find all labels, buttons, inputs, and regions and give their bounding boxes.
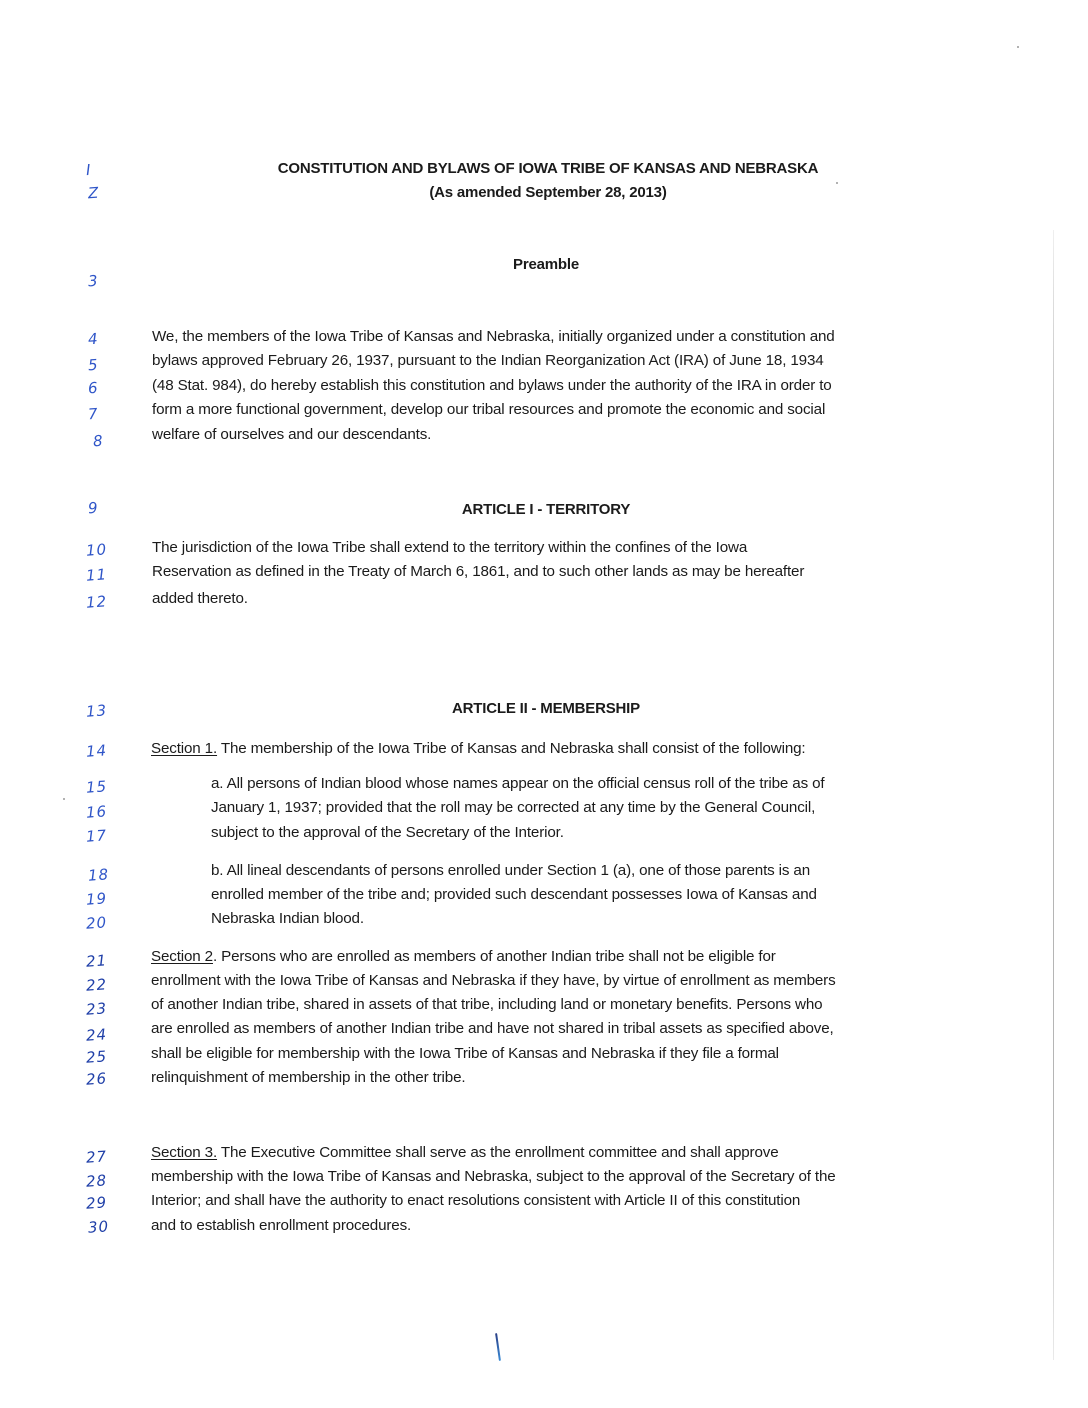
section-1-text: The membership of the Iowa Tribe of Kansas and Nebraska shall consist of the following: xyxy=(217,740,806,757)
preamble-line: We, the members of the Iowa Tribe of Kansas and Nebraska, initially organized under a constitution and xyxy=(152,328,835,345)
preamble-line: form a more functional government, develop our tribal resources and promote the economic and social xyxy=(152,401,826,418)
section-2-line: enrollment with the Iowa Tribe of Kansas and Nebraska if they have, by virtue of enrollment as members xyxy=(151,972,836,989)
margin-line-number: I xyxy=(85,160,93,180)
section-3-line xyxy=(151,1144,779,1161)
section-2-line xyxy=(151,948,776,965)
section-2-line: of another Indian tribe, shared in assets of that tribe, including land or monetary benefits. Persons who xyxy=(151,996,823,1013)
margin-line-number: 19 xyxy=(85,889,108,909)
preamble-line: bylaws approved February 26, 1937, pursuant to the Indian Reorganization Act (IRA) of June 18, 1934 xyxy=(152,352,824,369)
margin-line-number: 26 xyxy=(85,1069,108,1089)
section-3-line: membership with the Iowa Tribe of Kansas and Nebraska, subject to the approval of the Secretary of the xyxy=(151,1168,836,1185)
margin-line-number: 25 xyxy=(85,1047,108,1067)
section-2-line: shall be eligible for membership with the Iowa Tribe of Kansas and Nebraska if they file a formal xyxy=(151,1045,779,1062)
margin-line-number: 7 xyxy=(87,404,100,424)
item-b-line: b. All lineal descendants of persons enrolled under Section 1 (a), one of those parents is an xyxy=(211,862,811,879)
scan-speck xyxy=(63,798,65,800)
margin-line-number: 29 xyxy=(85,1193,108,1213)
margin-line-number: 22 xyxy=(85,975,108,995)
margin-line-number: 28 xyxy=(85,1171,108,1191)
margin-line-number: 4 xyxy=(87,329,100,349)
item-b-line: enrolled member of the tribe and; provided such descendant possesses Iowa of Kansas and xyxy=(211,886,817,903)
margin-line-number: 20 xyxy=(85,913,108,933)
section-3-text: The Executive Committee shall serve as the enrollment committee and shall approve xyxy=(217,1144,779,1161)
margin-line-number: 15 xyxy=(85,777,108,797)
article-1-line: The jurisdiction of the Iowa Tribe shall extend to the territory within the confines of the Iowa xyxy=(152,539,748,556)
article-1-line: added thereto. xyxy=(152,590,248,607)
margin-line-number: 23 xyxy=(85,999,108,1019)
section-2-text: . Persons who are enrolled as members of another Indian tribe shall not be eligible for xyxy=(212,948,776,965)
margin-line-number: 17 xyxy=(85,826,108,846)
article-1-line: Reservation as defined in the Treaty of March 6, 1861, and to such other lands as may be hereafter xyxy=(152,563,805,580)
item-b-line: Nebraska Indian blood. xyxy=(211,910,364,927)
margin-line-number: 24 xyxy=(85,1025,108,1045)
scan-edge-line xyxy=(1053,230,1054,1360)
section-3-line: and to establish enrollment procedures. xyxy=(151,1217,412,1234)
item-a-line: subject to the approval of the Secretary of the Interior. xyxy=(211,824,564,841)
section-2-label: Section 2 xyxy=(151,948,213,965)
margin-line-number: 18 xyxy=(87,865,110,885)
scan-speck xyxy=(1017,46,1019,48)
margin-line-number: 30 xyxy=(87,1217,110,1237)
section-2-line: relinquishment of membership in the other tribe. xyxy=(151,1069,466,1086)
section-1-label: Section 1. xyxy=(151,740,218,757)
preamble-line: (48 Stat. 984), do hereby establish this constitution and bylaws under the authority of the IRA in order to xyxy=(152,377,832,394)
margin-line-number: 5 xyxy=(87,355,100,375)
preamble-line: welfare of ourselves and our descendants. xyxy=(152,426,432,443)
section-3-label: Section 3. xyxy=(151,1144,218,1161)
section-1-line xyxy=(151,740,805,757)
margin-line-number: 14 xyxy=(85,741,108,761)
margin-line-number: 16 xyxy=(85,802,108,822)
margin-line-number: 13 xyxy=(85,701,108,721)
margin-line-number: 12 xyxy=(85,592,108,612)
margin-line-number: 10 xyxy=(85,540,108,560)
document-subtitle: (As amended September 28, 2013) xyxy=(429,184,667,201)
preamble-heading: Preamble xyxy=(513,256,579,273)
margin-line-number: 21 xyxy=(85,951,108,971)
margin-line-number: 11 xyxy=(85,565,108,585)
document-title: CONSTITUTION AND BYLAWS OF IOWA TRIBE OF KANSAS AND NEBRASKA xyxy=(277,160,819,177)
section-2-line: are enrolled as members of another Indian tribe and have not shared in tribal assets as specified above, xyxy=(151,1020,834,1037)
margin-line-number: 8 xyxy=(92,431,105,451)
article-2-heading: ARTICLE II - MEMBERSHIP xyxy=(452,700,640,717)
handwritten-page-number-mark xyxy=(495,1333,501,1361)
item-a-line: a. All persons of Indian blood whose names appear on the official census roll of the tribe as of xyxy=(211,775,825,792)
article-1-heading: ARTICLE I - TERRITORY xyxy=(461,501,631,518)
margin-line-number: Z xyxy=(87,183,100,203)
margin-line-number: 6 xyxy=(87,378,100,398)
margin-line-number: 9 xyxy=(87,498,100,518)
margin-line-number: 27 xyxy=(85,1147,108,1167)
margin-line-number: 3 xyxy=(87,271,100,291)
section-3-line: Interior; and shall have the authority to enact resolutions consistent with Article II of this constitution xyxy=(151,1192,801,1209)
item-a-line: January 1, 1937; provided that the roll may be corrected at any time by the General Council, xyxy=(211,799,816,816)
